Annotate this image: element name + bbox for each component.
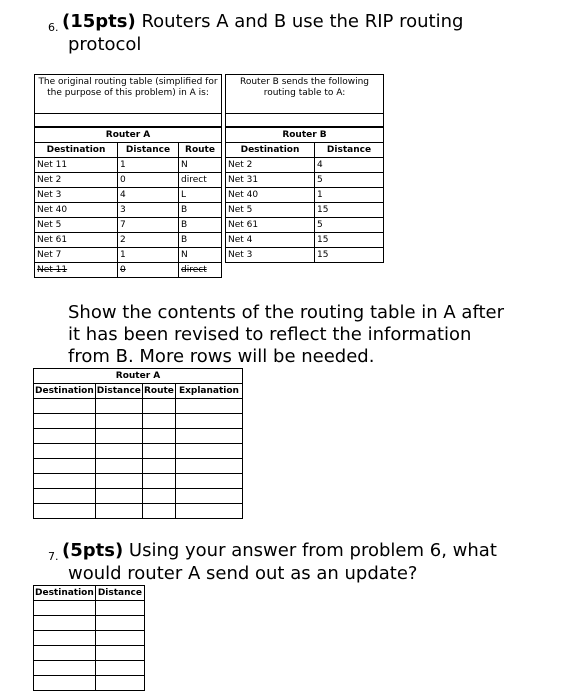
answer-cell[interactable] — [34, 414, 96, 429]
answer-cell[interactable] — [142, 399, 175, 414]
b-cell-distance: 5 — [315, 173, 384, 188]
answer-cell[interactable] — [34, 504, 96, 519]
answer-row — [34, 399, 243, 414]
a-cell-destination: Net 11 — [35, 158, 118, 173]
router-b-empty-row — [226, 263, 384, 278]
router-b-row — [226, 173, 384, 188]
question-6-text — [62, 11, 463, 33]
a-header-distance: Distance — [118, 143, 179, 158]
answer-cell[interactable] — [34, 429, 96, 444]
b-cell-destination: Net 5 — [226, 203, 315, 218]
update-cell[interactable] — [95, 646, 144, 661]
router-a-row — [35, 263, 222, 278]
answer-cell[interactable] — [34, 489, 96, 504]
update-answer-table — [33, 585, 145, 691]
a-cell-distance: 1 — [118, 158, 179, 173]
a-cell-distance: 0 — [118, 173, 179, 188]
answer-cell[interactable] — [95, 504, 142, 519]
update-header-destination: Destination — [34, 586, 96, 601]
update-cell[interactable] — [34, 631, 96, 646]
router-b-title: Router B — [226, 128, 384, 143]
b-header-destination: Destination — [226, 143, 315, 158]
update-row — [34, 646, 145, 661]
a-cell-destination: Net 3 — [35, 188, 118, 203]
router-a-caption: The original routing table (simplified for the purpose of this problem) in A is: — [38, 77, 218, 98]
answer-cell[interactable] — [95, 489, 142, 504]
answer-cell[interactable] — [175, 414, 242, 429]
update-cell[interactable] — [95, 601, 144, 616]
a-cell-distance: 1 — [118, 248, 179, 263]
router-a-row — [35, 158, 222, 173]
update-row — [34, 601, 145, 616]
answer-cell[interactable] — [95, 474, 142, 489]
router-a-row — [35, 173, 222, 188]
a-header-destination: Destination — [35, 143, 118, 158]
b-cell-distance: 15 — [315, 233, 384, 248]
answer-cell[interactable] — [142, 459, 175, 474]
router-b-row — [226, 218, 384, 233]
update-cell[interactable] — [34, 661, 96, 676]
router-a-caption-box — [34, 74, 222, 114]
empty-cell — [226, 263, 315, 278]
answer-cell[interactable] — [142, 414, 175, 429]
update-cell[interactable] — [34, 601, 96, 616]
update-cell[interactable] — [34, 616, 96, 631]
update-cell[interactable] — [34, 676, 96, 691]
b-cell-destination: Net 61 — [226, 218, 315, 233]
instruction-line: from B. More rows will be needed. — [68, 346, 375, 367]
answer-header-explanation: Explanation — [175, 384, 242, 399]
answer-row — [34, 459, 243, 474]
answer-cell[interactable] — [175, 399, 242, 414]
answer-table-title: Router A — [34, 369, 243, 384]
answer-header-route: Route — [142, 384, 175, 399]
answer-row — [34, 444, 243, 459]
answer-cell[interactable] — [34, 459, 96, 474]
a-cell-route: B — [179, 218, 222, 233]
answer-cell[interactable] — [175, 459, 242, 474]
b-cell-destination: Net 4 — [226, 233, 315, 248]
a-cell-distance: 7 — [118, 218, 179, 233]
a-cell-distance: 2 — [118, 233, 179, 248]
instruction-line: it has been revised to reflect the information — [68, 324, 472, 345]
b-header-distance: Distance — [315, 143, 384, 158]
answer-cell[interactable] — [34, 474, 96, 489]
answer-cell[interactable] — [142, 489, 175, 504]
b-cell-distance: 4 — [315, 158, 384, 173]
update-cell[interactable] — [95, 631, 144, 646]
answer-row — [34, 414, 243, 429]
question-number: 7. — [48, 550, 59, 563]
a-cell-route: direct — [179, 173, 222, 188]
question-6-text-line2: protocol — [68, 34, 142, 55]
router-a-answer-table — [33, 368, 243, 519]
points-label: (15pts) — [62, 11, 136, 32]
answer-cell[interactable] — [175, 474, 242, 489]
points-label: (5pts) — [62, 540, 124, 561]
router-b-caption-box — [225, 74, 384, 114]
a-cell-destination: Net 5 — [35, 218, 118, 233]
answer-cell[interactable] — [175, 444, 242, 459]
answer-row — [34, 429, 243, 444]
update-row — [34, 631, 145, 646]
a-cell-distance: 3 — [118, 203, 179, 218]
a-cell-destination: Net 11 — [35, 263, 118, 278]
question-7-text — [62, 540, 497, 562]
answer-cell[interactable] — [142, 504, 175, 519]
a-cell-route: N — [179, 158, 222, 173]
router-b-row — [226, 188, 384, 203]
b-cell-destination: Net 2 — [226, 158, 315, 173]
b-cell-distance: 5 — [315, 218, 384, 233]
question-text-line1: Using your answer from problem 6, what — [123, 540, 497, 561]
router-b-caption: Router B sends the following routing table to A: — [239, 77, 369, 98]
a-cell-route: L — [179, 188, 222, 203]
empty-cell — [315, 263, 384, 278]
a-header-route: Route — [179, 143, 222, 158]
router-b-row — [226, 158, 384, 173]
answer-cell[interactable] — [95, 459, 142, 474]
question-6-number — [48, 16, 59, 35]
question-7-text-line2: would router A send out as an update? — [68, 563, 418, 584]
a-cell-destination: Net 61 — [35, 233, 118, 248]
router-b-row — [226, 248, 384, 263]
update-cell[interactable] — [34, 646, 96, 661]
update-cell[interactable] — [95, 616, 144, 631]
answer-cell[interactable] — [175, 489, 242, 504]
a-cell-destination: Net 7 — [35, 248, 118, 263]
answer-cell[interactable] — [175, 504, 242, 519]
answer-cell[interactable] — [95, 429, 142, 444]
b-cell-destination: Net 31 — [226, 173, 315, 188]
a-cell-route: B — [179, 203, 222, 218]
answer-cell[interactable] — [95, 444, 142, 459]
a-cell-destination: Net 40 — [35, 203, 118, 218]
b-cell-destination: Net 40 — [226, 188, 315, 203]
router-b-row — [226, 203, 384, 218]
answer-cell[interactable] — [95, 414, 142, 429]
answer-row — [34, 489, 243, 504]
router-b-table — [225, 127, 384, 277]
router-a-row — [35, 218, 222, 233]
a-cell-destination: Net 2 — [35, 173, 118, 188]
b-cell-distance: 15 — [315, 248, 384, 263]
update-header-distance: Distance — [95, 586, 144, 601]
answer-row — [34, 474, 243, 489]
b-cell-distance: 1 — [315, 188, 384, 203]
a-cell-distance: 4 — [118, 188, 179, 203]
question-text-line1: Routers A and B use the RIP routing — [135, 11, 464, 32]
router-a-row — [35, 188, 222, 203]
answer-cell[interactable] — [142, 444, 175, 459]
router-a-title: Router A — [35, 128, 222, 143]
router-a-spacer-row — [34, 112, 222, 127]
router-b-spacer-row — [225, 112, 384, 127]
answer-cell[interactable] — [142, 429, 175, 444]
answer-cell[interactable] — [34, 399, 96, 414]
router-a-row — [35, 248, 222, 263]
update-cell[interactable] — [95, 661, 144, 676]
update-cell[interactable] — [95, 676, 144, 691]
question-number: 6. — [48, 21, 59, 34]
answer-cell[interactable] — [142, 474, 175, 489]
answer-cell[interactable] — [95, 399, 142, 414]
instruction-text — [68, 302, 538, 368]
router-a-original-table — [34, 127, 222, 278]
update-row — [34, 676, 145, 691]
question-7-number — [48, 545, 59, 564]
answer-cell[interactable] — [175, 429, 242, 444]
a-cell-route: B — [179, 233, 222, 248]
answer-header-distance: Distance — [95, 384, 142, 399]
a-cell-route: N — [179, 248, 222, 263]
answer-row — [34, 504, 243, 519]
update-row — [34, 616, 145, 631]
answer-header-destination: Destination — [34, 384, 96, 399]
router-b-row — [226, 233, 384, 248]
a-cell-route: direct — [179, 263, 222, 278]
b-cell-distance: 15 — [315, 203, 384, 218]
router-a-row — [35, 203, 222, 218]
b-cell-destination: Net 3 — [226, 248, 315, 263]
instruction-line: Show the contents of the routing table in A after — [68, 302, 504, 323]
router-a-row — [35, 233, 222, 248]
answer-cell[interactable] — [34, 444, 96, 459]
a-cell-distance: 0 — [118, 263, 179, 278]
update-row — [34, 661, 145, 676]
